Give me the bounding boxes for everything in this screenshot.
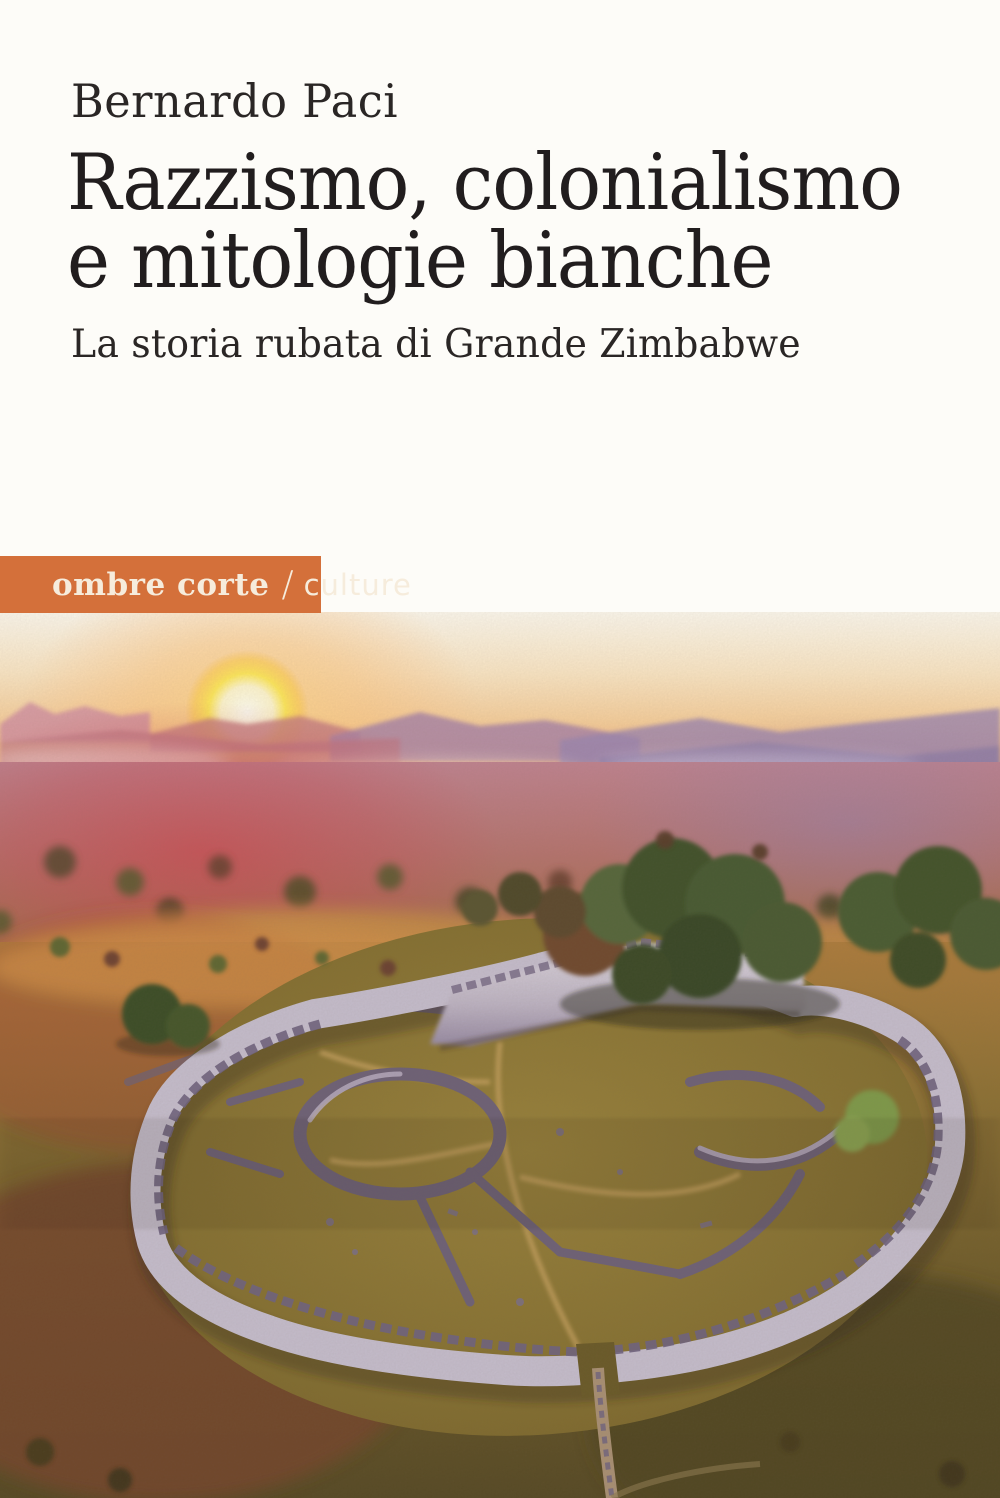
book-subtitle: La storia rubata di Grande Zimbabwe: [71, 322, 801, 367]
title-line-1: Razzismo, colonialismo: [67, 138, 902, 228]
publisher-banner: [0, 556, 412, 613]
publisher-name: ombre corte: [52, 566, 270, 603]
book-title: [67, 138, 902, 306]
series-name: culture: [303, 567, 412, 602]
author-name: Bernardo Paci: [71, 74, 398, 128]
great-zimbabwe-aerial-sunset-photo: [0, 612, 1000, 1498]
title-line-2: e mitologie bianche: [67, 216, 773, 306]
banner-separator: /: [281, 563, 294, 605]
